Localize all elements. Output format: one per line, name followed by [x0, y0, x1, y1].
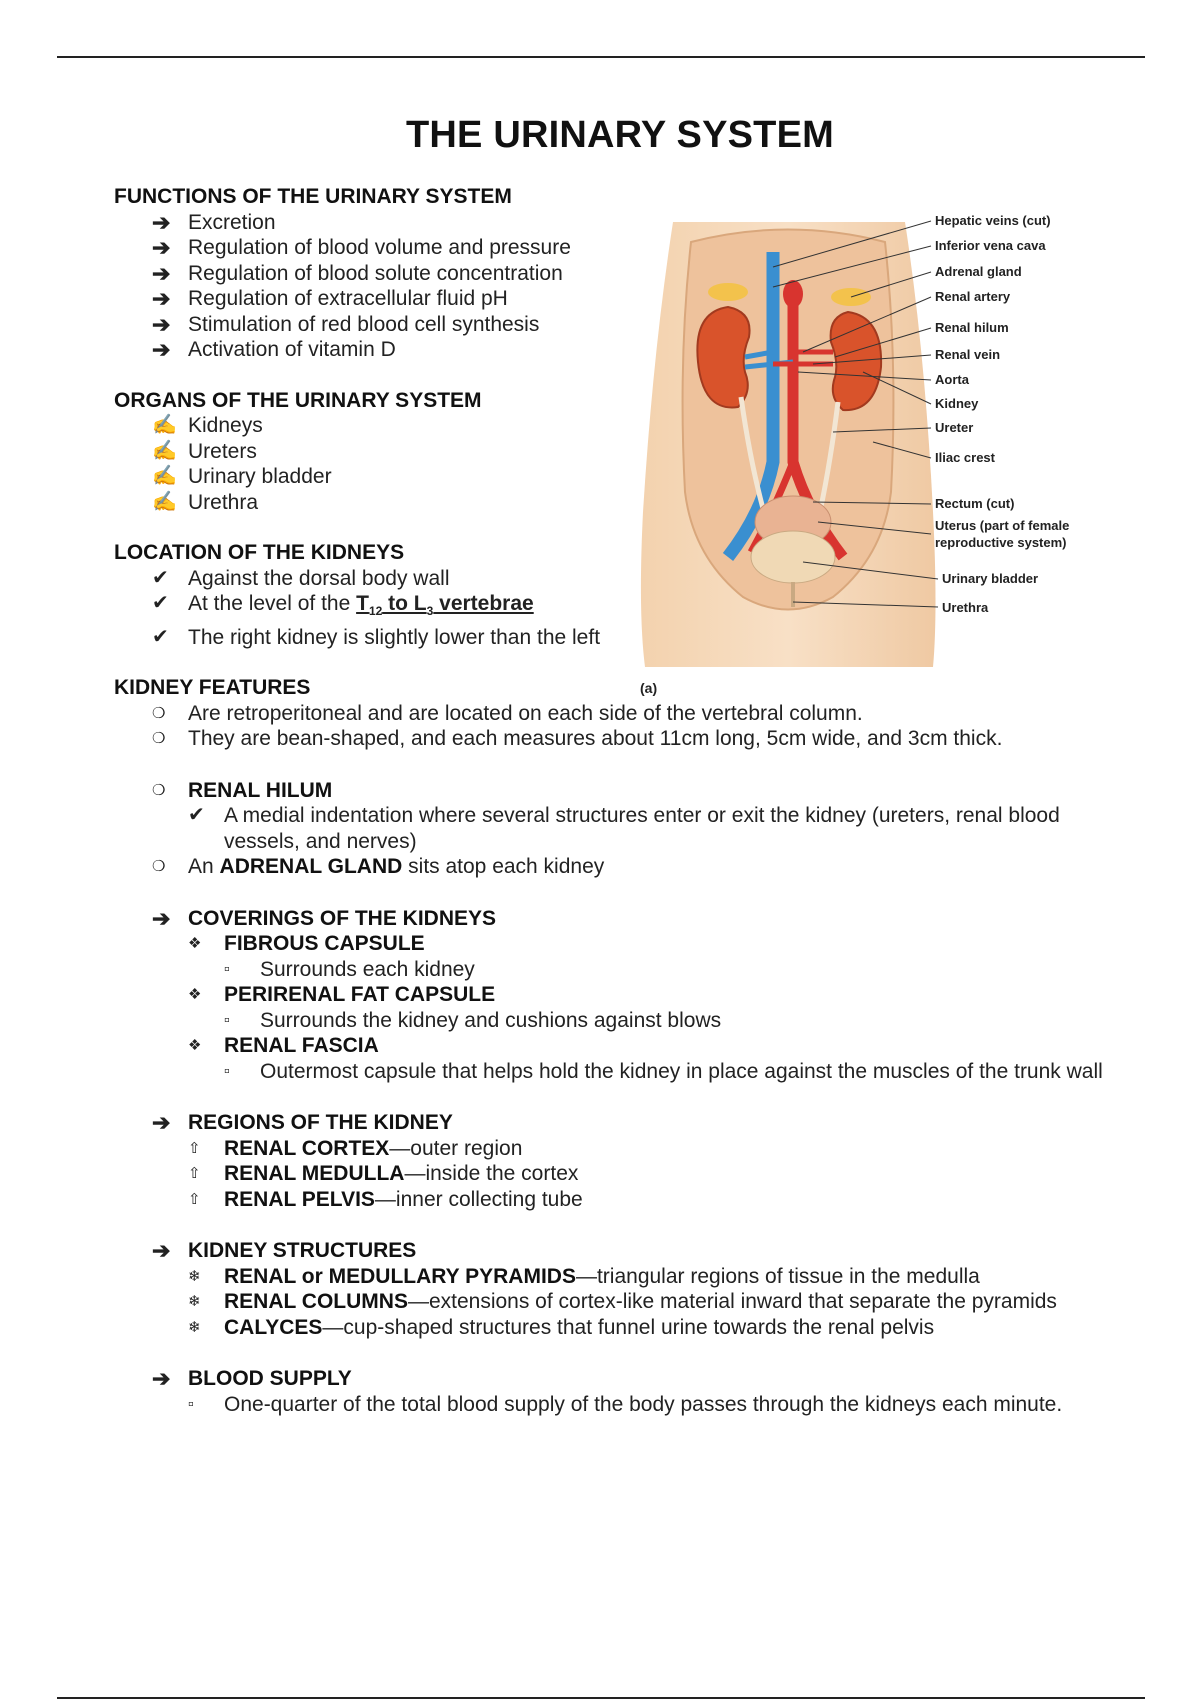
list-item: ✍ Kidneys	[152, 414, 263, 437]
square-bullet-icon: ▫	[224, 960, 230, 978]
features-heading: KIDNEY FEATURES	[114, 676, 311, 700]
list-item: ❄ RENAL or MEDULLARY PYRAMIDS—triangular regions of tissue in the medulla	[188, 1264, 980, 1288]
list-item: ❄ RENAL COLUMNS—extensions of cortex-like material inward that separate the pyramids	[188, 1290, 1057, 1314]
functions-heading: FUNCTIONS OF THE URINARY SYSTEM	[114, 185, 512, 208]
list-item: ⇧ RENAL PELVIS—inner collecting tube	[188, 1187, 583, 1211]
document-body	[114, 184, 1134, 1417]
arrow-icon: ➔	[152, 286, 171, 311]
list-item: ❖ PERIRENAL FAT CAPSULE	[188, 983, 496, 1007]
square-bullet-icon: ▫	[188, 1395, 194, 1413]
check-icon: ✔	[188, 804, 205, 827]
list-item: ✍ Ureters	[152, 439, 257, 463]
square-bullet-icon: ▫	[224, 1011, 230, 1029]
label-kidney: Kidney	[935, 396, 979, 411]
arrow-icon: ➔	[152, 311, 171, 337]
arrow-icon: ➔	[152, 235, 171, 260]
snowflake-icon: ❄	[188, 1318, 201, 1336]
arrow-up-icon: ⇧	[188, 1139, 201, 1157]
list-item: ✍ Urethra	[152, 490, 259, 514]
circle-bullet-icon: ❍	[152, 730, 166, 748]
arrow-icon: ➔	[152, 905, 171, 931]
organs-heading: ORGANS OF THE URINARY SYSTEM	[114, 388, 482, 412]
list-item: ➔ Regulation of blood solute concentration	[152, 260, 563, 286]
label-adrenal-gland: Adrenal gland	[935, 264, 1022, 279]
circle-bullet-icon: ❍	[152, 704, 166, 722]
label-iliac-crest: Iliac crest	[935, 450, 995, 465]
page-title: THE URINARY SYSTEM	[406, 114, 834, 156]
list-item: ➔ Regulation of extracellular fluid pH	[152, 286, 508, 311]
arrow-icon: ➔	[152, 1238, 171, 1264]
diamond-bullet-icon: ❖	[188, 986, 202, 1004]
diamond-bullet-icon: ❖	[188, 935, 202, 953]
arrow-up-icon: ⇧	[188, 1165, 201, 1183]
check-icon: ✔	[152, 592, 169, 614]
figure-caption: (a)	[640, 680, 658, 696]
snowflake-icon: ❄	[188, 1267, 201, 1285]
list-item: ➔ Excretion	[152, 209, 276, 235]
arrow-icon: ➔	[152, 260, 171, 286]
list-item: ⇧ RENAL MEDULLA—inside the cortex	[188, 1162, 579, 1186]
list-item: ✔ Against the dorsal body wall	[152, 566, 450, 590]
label-uterus: Uterus (part of female	[935, 518, 1070, 533]
list-item: ❍ Are retroperitoneal and are located on each side of the vertebral column.	[152, 701, 863, 725]
list-item: ❍ An ADRENAL GLAND sits atop each kidney	[152, 855, 605, 879]
label-renal-vein: Renal vein	[935, 347, 1001, 362]
list-item: ➔ Activation of vitamin D	[152, 337, 396, 362]
arrow-icon: ➔	[152, 337, 171, 362]
list-item: ▫ Outermost capsule that helps hold the kidney in place against the muscles of the trunk wall	[224, 1059, 1103, 1083]
top-rule	[57, 56, 1145, 58]
arrow-icon: ➔	[152, 209, 171, 235]
writing-hand-icon: ✍	[152, 490, 177, 513]
label-ureter: Ureter	[935, 420, 974, 435]
list-item: ➔ KIDNEY STRUCTURES	[152, 1238, 417, 1264]
list-item: ➔ COVERINGS OF THE KIDNEYS	[152, 905, 497, 931]
list-item: ➔ Regulation of blood volume and pressure	[152, 235, 571, 260]
label-inferior-vena-cava: Inferior vena cava	[935, 238, 1046, 253]
list-item: ➔ REGIONS OF THE KIDNEY	[152, 1110, 453, 1136]
list-item: ⇧ RENAL CORTEX—outer region	[188, 1136, 523, 1160]
label-hepatic-veins: Hepatic veins (cut)	[935, 213, 1051, 228]
list-item: ▫ Surrounds each kidney	[224, 957, 475, 981]
diamond-bullet-icon: ❖	[188, 1037, 202, 1055]
list-item: ✍ Urinary bladder	[152, 465, 332, 488]
list-item: ❖ FIBROUS CAPSULE	[188, 932, 425, 956]
label-rectum: Rectum (cut)	[935, 496, 1015, 511]
writing-hand-icon: ✍	[152, 465, 177, 487]
list-item: ▫ One-quarter of the total blood supply of the body passes through the kidneys each minute.	[188, 1392, 1063, 1416]
label-renal-hilum: Renal hilum	[935, 320, 1009, 335]
label-urethra: Urethra	[942, 600, 989, 615]
list-item: ✔ The right kidney is slightly lower than the left	[152, 625, 601, 649]
check-icon: ✔	[152, 566, 169, 589]
list-item: ▫ Surrounds the kidney and cushions against blows	[224, 1008, 722, 1032]
writing-hand-icon: ✍	[152, 439, 177, 462]
label-uterus-2: reproductive system)	[935, 535, 1067, 550]
list-item: ❄ CALYCES—cup-shaped structures that funnel urine towards the renal pelvis	[188, 1315, 935, 1339]
square-bullet-icon: ▫	[224, 1062, 230, 1080]
writing-hand-icon: ✍	[152, 414, 177, 436]
list-item: ➔ Stimulation of red blood cell synthesis	[152, 311, 540, 337]
snowflake-icon: ❄	[188, 1293, 201, 1311]
label-renal-artery: Renal artery	[935, 289, 1011, 304]
list-item: ➔ BLOOD SUPPLY	[152, 1366, 352, 1392]
arrow-up-icon: ⇧	[188, 1190, 201, 1208]
circle-bullet-icon: ❍	[152, 858, 166, 876]
list-item: ❍ They are bean-shaped, and each measures about 11cm long, 5cm wide, and 3cm thick.	[152, 727, 1003, 751]
list-item: ❖ RENAL FASCIA	[188, 1034, 379, 1058]
bottom-rule	[57, 1697, 1145, 1699]
location-heading: LOCATION OF THE KIDNEYS	[114, 541, 405, 564]
arrow-icon: ➔	[152, 1110, 171, 1136]
arrow-icon: ➔	[152, 1366, 171, 1392]
circle-bullet-icon: ❍	[152, 781, 166, 799]
list-item: ❍ RENAL HILUM	[152, 778, 333, 802]
list-item: ✔ A medial indentation where several structures enter or exit the kidney (ureters, renal blood vessels, and nerves)	[188, 804, 1060, 853]
label-urinary-bladder: Urinary bladder	[942, 571, 1039, 586]
label-aorta: Aorta	[935, 372, 969, 387]
list-item: ✔ At the level of the $T_{12}$ to $L_3$ vertebrae	[152, 592, 534, 619]
check-icon: ✔	[152, 625, 169, 648]
